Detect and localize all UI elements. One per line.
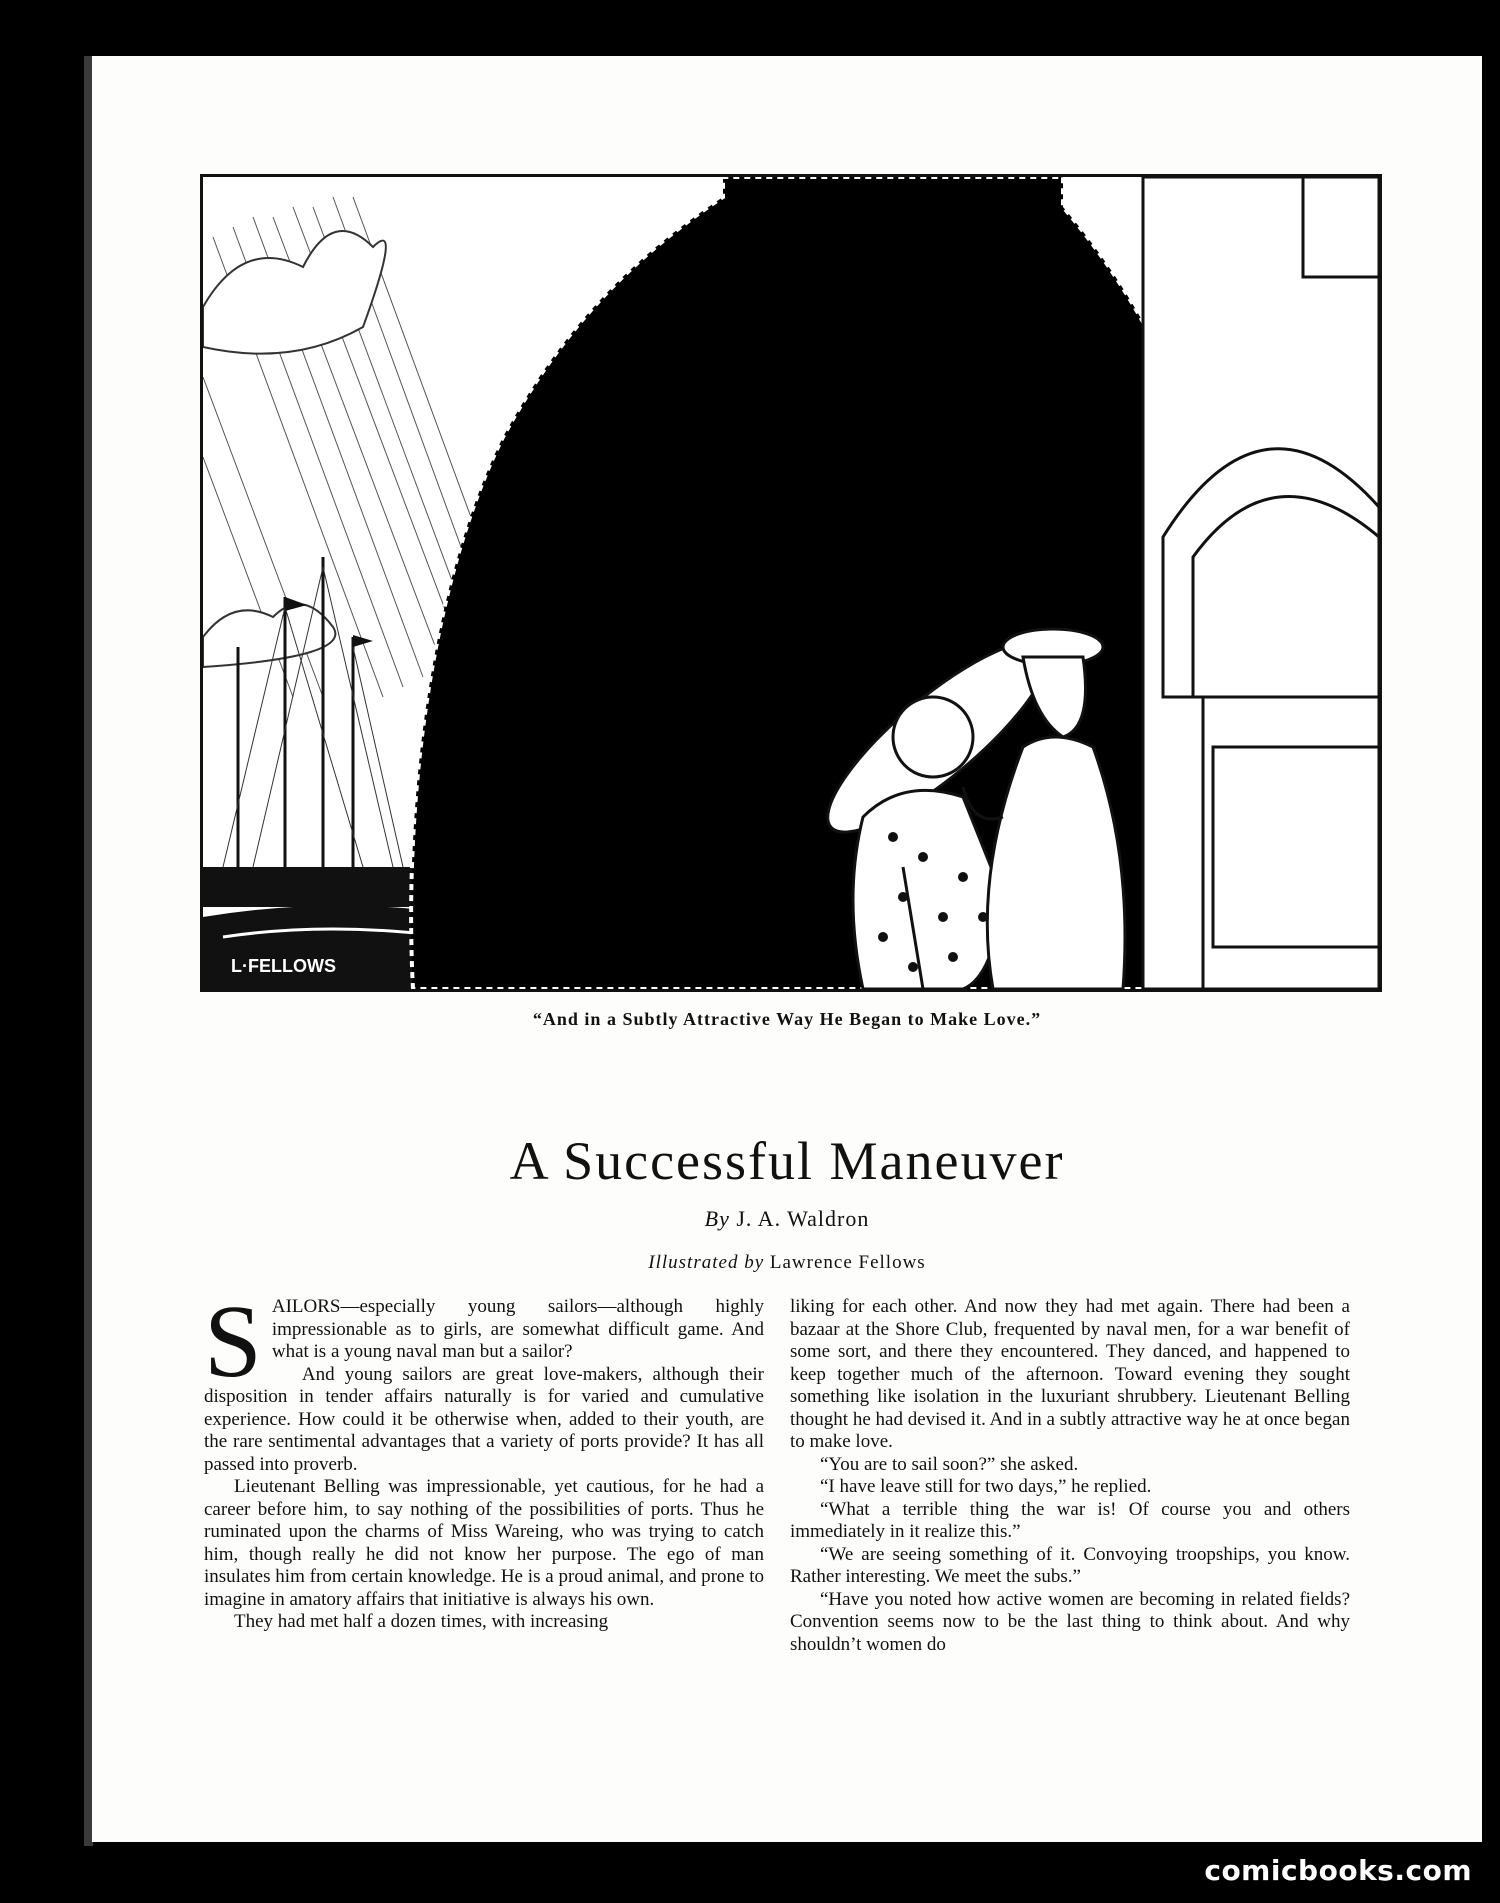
article-column-right (790, 1296, 1350, 1656)
paragraph: “What a terrible thing the war is! Of course you and others immediately in it realize this.” (790, 1498, 1350, 1542)
magazine-page (92, 56, 1482, 1842)
paragraph-text: AILORS—especially young sailors—although highly impressionable as to girls, are somewhat difficult game. And what is a young naval man but a sailor? (271, 1296, 764, 1362)
illustrator-prefix: Illustrated by (648, 1252, 765, 1273)
site-watermark: comicbooks.com (1204, 1854, 1472, 1887)
paragraph: “You are to sail soon?” she asked. (820, 1453, 1079, 1475)
drop-cap: S (204, 1284, 262, 1399)
byline-prefix: By (704, 1206, 730, 1231)
paragraph: Lieutenant Belling was impressionable, yet cautious, for he had a career before him, to say nothing of the possibilities of ports. Thus he ruminated upon the charms of Miss Wareing, who was trying to catch him, though really he did not know her purpose. The ego of man insulates him from certain knowledge. He is a proud animal, and prone to imagine in amatory affairs that initiative is always his own. (204, 1476, 764, 1610)
paragraph: They had met half a dozen times, with increasing (234, 1611, 609, 1632)
paragraph: “I have leave still for two days,” he replied. (820, 1476, 1152, 1497)
illustrator-name: Lawrence Fellows (769, 1252, 926, 1273)
story-illustration (200, 174, 1382, 992)
article-title: A Successful Maneuver (509, 1131, 1065, 1191)
illustration-artwork (203, 177, 1379, 989)
article-column-left (204, 1284, 764, 1634)
paragraph: liking for each other. And now they had met again. There had been a bazaar at the Shore Club, frequented by naval men, for a war benefit of some sort, and there they encountered. They danced, and happened to keep together much of the afternoon. Toward evening they sought something like isolation in the luxuriant shrubbery. Lieutenant Belling thought he had devised it. And in a subtly attractive way he at once began to make love. (790, 1296, 1350, 1452)
paragraph: And young sailors are great love-makers, although their disposition in tender affairs naturally is for varied and cumulative experience. How could it be otherwise when, added to their youth, are the rare sentimental advantages that a variety of ports provide? It has all passed into proverb. (204, 1363, 764, 1475)
paragraph: “Have you noted how active women are becoming in related fields? Convention seems now to be the last thing to think about. And why shouldn’t women do (790, 1588, 1350, 1655)
artist-signature: L·FELLOWS (231, 956, 336, 976)
illustration-caption: “And in a Subtly Attractive Way He Began to Make Love.” (532, 1009, 1042, 1029)
byline-author: J. A. Waldron (736, 1206, 870, 1231)
illustrator-credit (92, 1252, 1482, 1274)
byline (92, 1206, 1482, 1232)
paragraph (204, 1284, 764, 1399)
paragraph: “We are seeing something of it. Convoying troopships, you know. Rather interesting. We meet the subs.” (790, 1543, 1350, 1587)
